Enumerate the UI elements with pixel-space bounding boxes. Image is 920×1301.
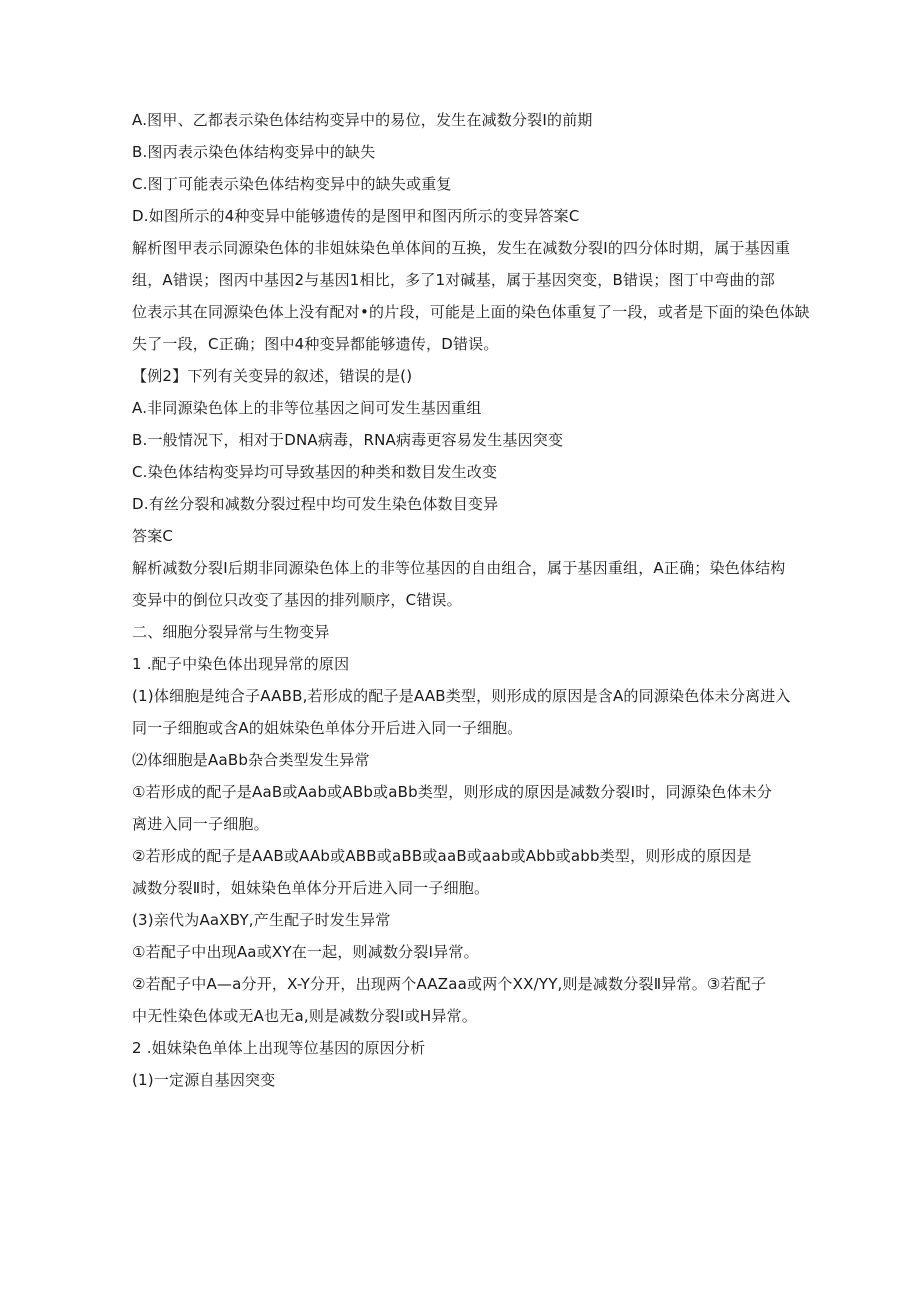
item1-sub3-point1: ①若配子中出现Aa或XY在一起，则减数分裂Ⅰ异常。	[132, 943, 479, 961]
q1-option-b: B.图丙表示染色体结构变异中的缺失	[132, 143, 376, 161]
q2-analysis-line: 变异中的倒位只改变了基因的排列顺序，C错误。	[132, 591, 462, 609]
q1-analysis-line: 失了一段，C正确；图中4种变异都能够遗传，D错误。	[132, 335, 499, 353]
q2-option-a: A.非同源染色体上的非等位基因之间可发生基因重组	[132, 399, 482, 417]
q2-answer: 答案C	[132, 527, 174, 545]
q2-option-d: D.有丝分裂和减数分裂过程中均可发生染色体数目变异	[132, 495, 499, 513]
q2-analysis-line: 解析减数分裂Ⅰ后期非同源染色体上的非等位基因的自由组合，属于基因重组，A正确；染色体结构	[132, 559, 786, 577]
item1-sub3-heading: (3)亲代为AaXBY,产生配子时发生异常	[132, 911, 391, 929]
q1-analysis	[132, 238, 810, 354]
q1-option-c: C.图丁可能表示染色体结构变异中的缺失或重复	[132, 175, 452, 193]
item1-sub2-point1-line: 离进入同一子细胞。	[132, 815, 269, 833]
q1-analysis-line: 组，A错误；图丙中基因2与基因1相比，多了1对碱基，属于基因突变，B错误；图丁中弯曲的部	[132, 271, 775, 289]
document-page	[132, 110, 810, 1102]
item1-sub1-line: (1)体细胞是纯合子AABB,若形成的配子是AAB类型，则形成的原因是含A的同源染色体未分离进入	[132, 687, 791, 705]
q2-option-c: C.染色体结构变异均可导致基因的种类和数目发生改变	[132, 463, 498, 481]
item1-sub2-point1	[132, 782, 792, 834]
q1-option-d-with-answer: D.如图所示的4种变异中能够遗传的是图甲和图丙所示的变异答案C	[132, 207, 580, 225]
item1-sub3-point2-line: ②若配子中A—a分开，X-Y分开，出现两个AAZaa或两个XX/YY,则是减数分裂Ⅱ异常。③若配子	[132, 975, 767, 993]
item1-sub2-point2-line: 减数分裂Ⅱ时，姐妹染色单体分开后进入同一子细胞。	[132, 879, 490, 897]
q1-analysis-line: 位表示其在同源染色体上没有配对•的片段，可能是上面的染色体重复了一段，或者是下面的染色体缺	[132, 303, 810, 321]
item2-heading: 2 .姐妹染色单体上出现等位基因的原因分析	[132, 1039, 426, 1057]
section2-heading: 二、细胞分裂异常与生物变异	[132, 623, 330, 641]
q1-analysis-line: 解析图甲表示同源染色体的非姐妹染色单体间的互换，发生在减数分裂Ⅰ的四分体时期，属于基因重	[132, 239, 791, 257]
item1-sub1-line: 同一子细胞或含A的姐妹染色单体分开后进入同一子细胞。	[132, 719, 523, 737]
item1-sub3-point2-line: 中无性染色体或无A也无a,则是减数分裂Ⅰ或H异常。	[132, 1007, 477, 1025]
q2-option-b: B.一般情况下，相对于DNA病毒，RNA病毒更容易发生基因突变	[132, 431, 564, 449]
item2-sub1: (1)一定源自基因突变	[132, 1071, 276, 1089]
q1-option-a: A.图甲、乙都表示染色体结构变异中的易位，发生在减数分裂Ⅰ的前期	[132, 111, 593, 129]
item1-sub2-point2-line: ②若形成的配子是AAB或AAb或ABB或aBB或aaB或aab或Abb或abb类型，则形成的原因是	[132, 847, 752, 865]
item1-sub2-point1-line: ①若形成的配子是AaB或Aab或ABb或aBb类型，则形成的原因是减数分裂Ⅰ时，同源染色体未分	[132, 783, 773, 801]
item1-sub2-point2	[132, 846, 792, 898]
example2-title: 【例2】下列有关变异的叙述，错误的是()	[132, 367, 413, 385]
q2-analysis	[132, 558, 792, 610]
item1-sub3-point2	[132, 974, 792, 1026]
item1-sub2-heading: ⑵体细胞是AaBb杂合类型发生异常	[132, 751, 370, 769]
item1-heading: 1 .配子中染色体出现异常的原因	[132, 655, 350, 673]
item1-sub1	[132, 686, 792, 738]
